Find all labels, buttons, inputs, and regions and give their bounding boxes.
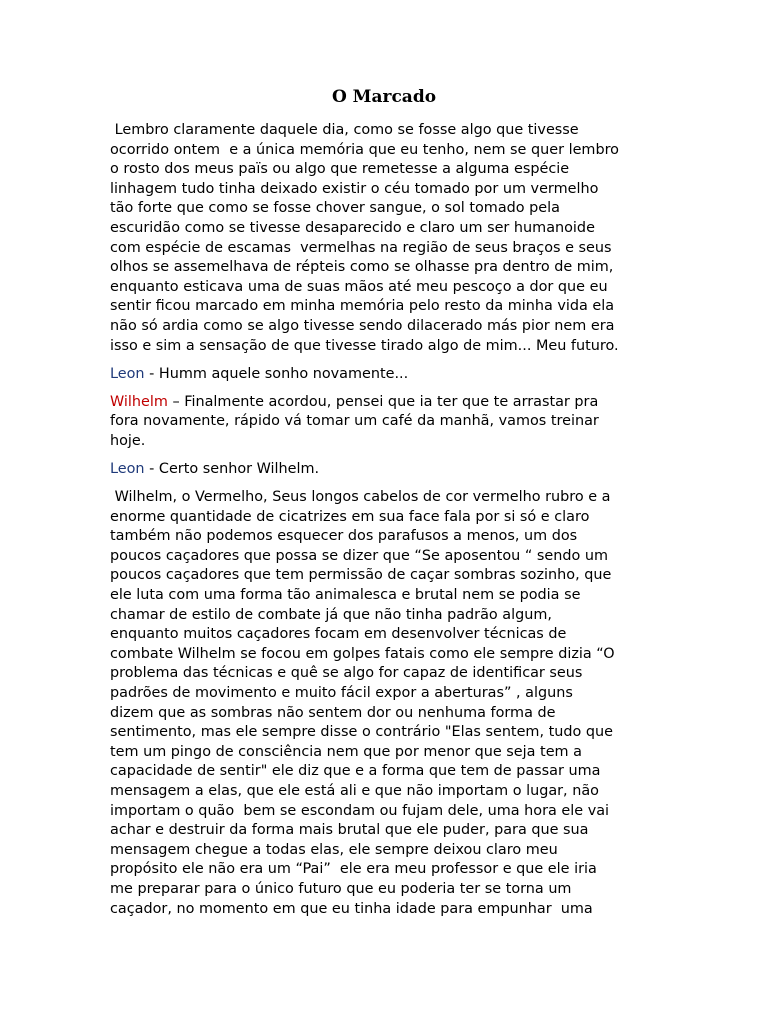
text-line: padrões de movimento e muito fácil expor a aberturas” , alguns [110, 685, 573, 702]
speaker-name-wilhelm: Wilhelm [110, 393, 168, 410]
text-line: com espécie de escamas vermelhas na região de seus braços e seus [110, 239, 612, 256]
text-line: tem um pingo de consciência nem que por menor que seja tem a [110, 743, 582, 760]
text-line: mensagem chegue a todas elas, ele sempre deixou claro meu [110, 841, 558, 858]
text-line: hoje. [110, 432, 146, 449]
text-line: importam o quão bem se escondam ou fujam dele, uma hora ele vai [110, 802, 610, 819]
text-line: Finalmente acordou, pensei que ia ter que te arrastar pra [184, 393, 599, 410]
text-line: linhagem tudo tinha deixado existir o céu tomado por um vermelho [110, 180, 599, 197]
dialogue-line-wilhelm-1 [110, 393, 670, 452]
speaker-name-leon: Leon [110, 365, 145, 382]
dialogue-separator: – [167, 393, 185, 410]
text-line: tão forte que como se fosse chover sangue, o sol tomado pela [110, 200, 560, 217]
text-line: sentir ficou marcado em minha memória pelo resto da minha vida ela [110, 298, 615, 315]
text-line: fora novamente, rápido vá tomar um café da manhã, vamos treinar [110, 413, 599, 430]
text-line: não só ardia como se algo tivesse sendo dilacerado más pior nem era [110, 317, 615, 334]
text-line: enquanto muitos caçadores focam em desenvolver técnicas de [110, 626, 567, 643]
text-line: olhos se assemelhava de répteis como se olhasse pra dentro de mim, [110, 259, 614, 276]
text-line: propósito ele não era um “Pai” ele era meu professor e que ele iria [110, 861, 597, 878]
dialogue-line-leon-2 [110, 460, 670, 480]
text-line: caçador, no momento em que eu tinha idade para empunhar uma [110, 900, 593, 917]
dialogue-line-leon-1 [110, 365, 670, 385]
page-title: O Marcado [331, 87, 437, 107]
speaker-name-leon: Leon [110, 461, 145, 477]
text-line: achar e destruir da forma mais brutal que ele puder, para que sua [110, 822, 589, 839]
text-line: ocorrido ontem e a única memória que eu tenho, nem se quer lembro [110, 141, 619, 158]
document-body [110, 121, 670, 928]
text-line: Humm aquele sonho novamente... [158, 365, 409, 382]
text-line: dizem que as sombras não sentem dor ou nenhuma forma de [110, 704, 556, 721]
text-line: combate Wilhelm se focou em golpes fatais como ele sempre dizia “O [110, 645, 615, 662]
text-line: também não podemos esquecer dos parafusos a menos, um dos [110, 528, 578, 545]
text-line: o rosto dos meus païs ou algo que remetesse a alguma espécie [110, 161, 570, 178]
intro-paragraph [110, 121, 670, 356]
text-line: poucos caçadores que tem permissão de caçar sombras sozinho, que [110, 567, 612, 584]
text-line: Wilhelm, o Vermelho, Seus longos cabelos de cor vermelho rubro e a [110, 489, 611, 506]
text-line: problema das técnicas e quê se algo for capaz de identificar seus [110, 665, 583, 682]
text-line: poucos caçadores que possa se dizer que “Se aposentou “ sendo um [110, 547, 608, 564]
text-line: sentimento, mas ele sempre disse o contrário "Elas sentem, tudo que [110, 724, 613, 741]
text-line: chamar de estilo de combate já que não tinha padrão algum, [110, 606, 552, 623]
dialogue-separator: - [144, 365, 159, 382]
text-line: ele luta com uma forma tão animalesca e brutal nem se podia se [110, 587, 581, 604]
text-line: escuridão como se tivesse desaparecido e claro um ser humanoide [110, 219, 595, 236]
dialogue-separator: - [144, 461, 159, 477]
text-line: Lembro claramente daquele dia, como se fosse algo que tivesse [110, 122, 579, 138]
text-line: isso e sim a sensação de que tivesse tirado algo de mim... Meu futuro. [110, 337, 619, 354]
text-line: mensagem a elas, que ele está ali e que não importam o lugar, não [110, 783, 599, 799]
text-line: enquanto esticava uma de suas mãos até meu pescoço a dor que eu [110, 278, 608, 295]
text-line: capacidade de sentir" ele diz que e a forma que tem de passar uma [110, 763, 601, 780]
text-line: Certo senhor Wilhelm. [158, 461, 320, 477]
text-line: enorme quantidade de cicatrizes em sua face fala por si só e claro [110, 508, 590, 525]
closing-paragraph [110, 488, 670, 919]
text-line: me preparar para o único futuro que eu poderia ter se torna um [110, 880, 572, 897]
